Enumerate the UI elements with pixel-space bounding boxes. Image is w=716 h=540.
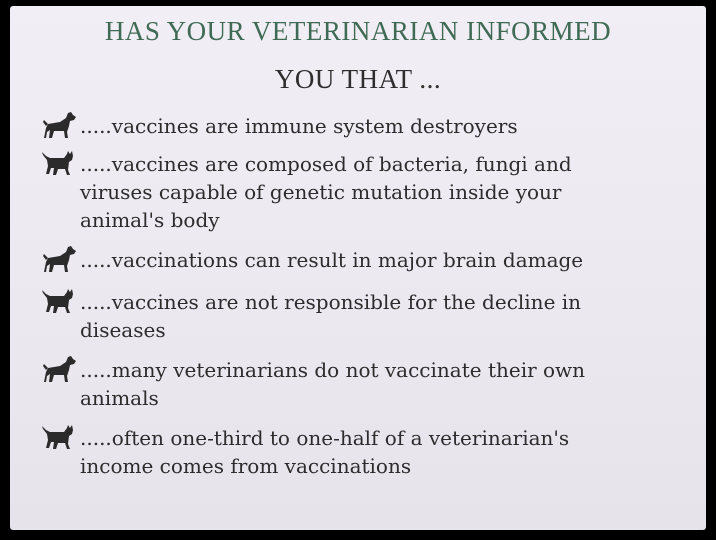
cat-icon [40,286,78,316]
heading-line-2: YOU THAT ... [274,64,442,94]
list-item-text: .....vaccines are immune system destroyers [80,114,518,138]
list-item-text: .....often one-third to one-half of a veterinarian's [80,426,570,450]
list-item-text: .....vaccines are composed of bacteria, fungi and [80,152,572,176]
info-card [10,6,706,530]
list-item-text: .....many veterinarians do not vaccinate their own [80,358,586,382]
list-item [40,288,690,344]
list-item-text: viruses capable of genetic mutation inside your [80,180,562,204]
dog-icon [40,244,78,274]
heading-line-1: HAS YOUR VETERINARIAN INFORMED [104,16,612,46]
list-item-text: income comes from vaccinations [80,454,412,478]
list-item [40,424,690,480]
list-item-text: animals [80,386,159,410]
list-item-text: .....vaccinations can result in major brain damage [80,248,584,272]
list-item-text: .....vaccines are not responsible for the decline in [80,290,582,314]
dog-icon [40,354,78,384]
list-item [40,246,690,274]
cat-icon [40,422,78,452]
list-item-text: animal's body [80,208,220,232]
list-item [40,150,690,234]
cat-icon [40,148,78,178]
dog-icon [40,110,78,140]
list-item [40,356,690,412]
list-item-text: diseases [80,318,166,342]
list-item [40,112,690,140]
